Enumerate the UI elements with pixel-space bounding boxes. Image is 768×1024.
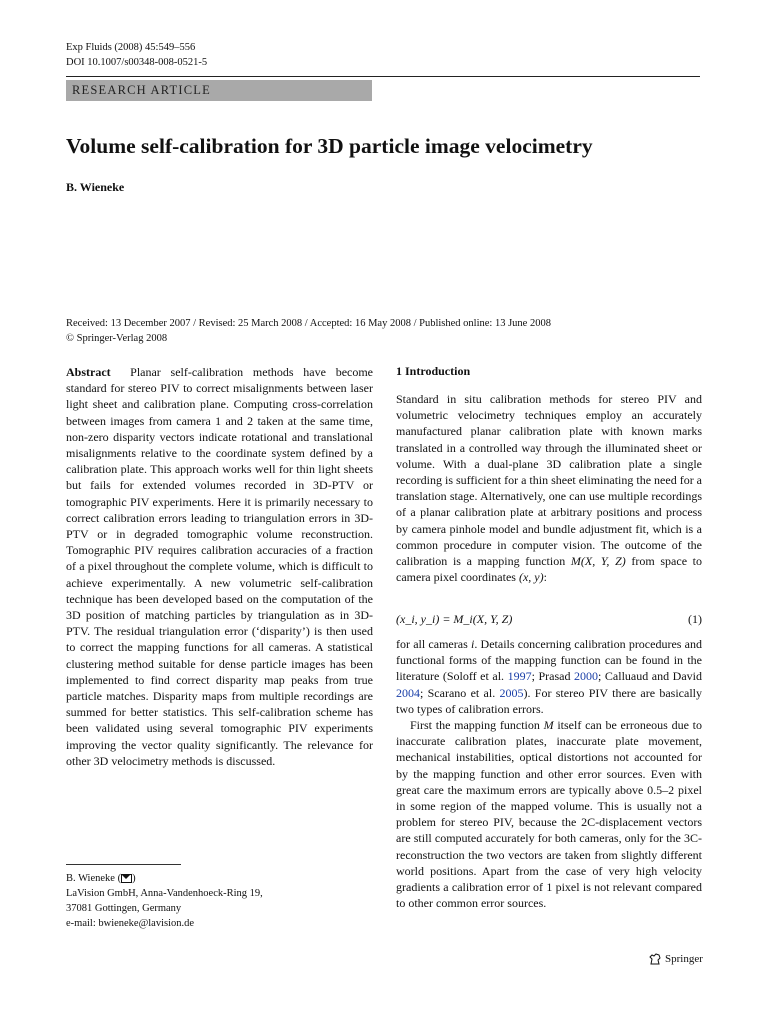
equation-1 [396, 612, 702, 627]
intro-paragraph-1 [396, 391, 702, 585]
dates-line: Received: 13 December 2007 / Revised: 25 March 2008 / Accepted: 16 May 2008 / Published online: 13 June 2008 [66, 318, 551, 329]
copyright-line: © Springer-Verlag 2008 [66, 333, 168, 344]
publisher-logo [648, 952, 703, 966]
article-type-label: RESEARCH ARTICLE [72, 83, 211, 97]
footnote-name-line: B. Wieneke ( ) [66, 873, 136, 884]
intro-text: Standard in situ calibration methods for stereo PIV and volumetric velocimetry techniques employ an accurately manufactured planar calibration plate with known marks translated in a controlled way through the illuminated sheet or volume. With a dual-plane 3D calibration plate a single recording is sufficient for a thin sheet eliminating the need for a translation stage. Alternatively, one can use multiple recordings of a planar calibration plate at arbitrary positions and process by camera pinhole model and bundle adjustment fit, which is a common procedure in computer vision. The outcome of the calibration is a mapping function [396, 392, 703, 569]
reference-link[interactable]: 2000 [574, 669, 599, 684]
journal-citation: Exp Fluids (2008) 45:549–556 [66, 42, 196, 53]
abstract [66, 364, 373, 769]
paper-title: Volume self-calibration for 3D particle image velocimetry [66, 134, 593, 158]
footnote-rule [66, 864, 181, 865]
intro-text: from space to camera pixel coordinates [396, 554, 703, 585]
equation-body: (x_i, y_i) = M_i(X, Y, Z) [396, 612, 513, 626]
intro-text: ; Calluaud and David [598, 669, 703, 684]
abstract-label: Abstract [66, 365, 111, 379]
header-rule [66, 76, 700, 77]
footnote-email[interactable]: e-mail: bwieneke@lavision.de [66, 918, 195, 929]
section-heading: 1 Introduction [396, 364, 471, 378]
intro-text: ; Scarano et al. [420, 685, 500, 700]
publication-dates [66, 316, 551, 346]
pixel-coords: (x, y) [518, 570, 544, 585]
abstract-text: Planar self-calibration methods have become standard for stereo PIV to correct misalignments between laser light sheet and calibration plane. Computing cross-correlation between images from camera 1 and 2 taken at the same time, non-zero disparity vectors indicate rotational and translational misalignments relative to the coordinate system defined by a calibration plate. This approach works well for thin light sheets but fails for extended volumes recorded in 3D-PTV or tomographic PIV experiments. Here it is primarily necessary to correct calibration errors leading to triangulation errors in 3D-PTV or in degraded tomographic volume reconstruction. Tomographic PIV requires calibration accuracies of a fraction of a pixel throughout the complete volume, which is difficult to achieve experimentally. A new volumetric self-calibration technique has been developed based on the computation of the 3D position of matching particles by triangulation as in 3D-PTV. The residual triangulation error (‘disparity’) is then used to correct the mapping functions for all cameras. A statistical clustering method suitable for dense particle images has been implemented to find correct disparity map peaks from true particle matches. Disparity maps from multiple recordings are summed for better statistics. This self-calibration scheme has been validated using several tomographic PIV experiments improving the vector quality significantly. The relevance for other 3D velocimetry methods is discussed. [66, 365, 374, 768]
intro-paragraphs [396, 636, 702, 911]
intro-paragraph-3 [396, 717, 702, 911]
envelope-icon[interactable] [121, 874, 132, 883]
author: B. Wieneke [66, 180, 125, 194]
author-footnote [66, 871, 263, 931]
intro-text: ). For stereo PIV there are basically two types of calibration errors. [396, 685, 702, 716]
intro-text: itself can be erroneous due to inaccurate calibration plates, inaccurate plate movement, mechanical instabilities, optical distortions not accounted for by the mapping function and other error sources. Even with great care the maximum errors are typically above 0.5–2 pixel in some region of the mapped volume. This is usually not a problem for stereo PIV, because the 2C-displacement vectors are still computed accurately for both cameras, only for the 3C-reconstruction the two vectors are taken from slightly different world positions. Apart from the case of very high velocity gradients a calibration error of 1 pixel is not relevant compared to other common error sources. [396, 718, 702, 911]
equation-number: (1) [688, 612, 702, 626]
intro-text: : [543, 570, 547, 585]
doi[interactable]: DOI 10.1007/s00348-008-0521-5 [66, 57, 208, 68]
mapping-symbol: M [543, 718, 554, 733]
footnote-city: 37081 Gottingen, Germany [66, 903, 182, 914]
reference-link[interactable]: 2005 [499, 685, 524, 700]
article-type-band [66, 80, 372, 101]
footnote-address: LaVision GmbH, Anna-Vandenhoeck-Ring 19, [66, 888, 263, 899]
footnote-name: B. Wieneke [66, 873, 115, 884]
intro-text: for all cameras [396, 637, 471, 651]
intro-paragraph-2 [396, 636, 702, 717]
reference-link[interactable]: 2004 [396, 685, 420, 700]
intro-text: First the mapping function [410, 718, 544, 733]
camera-index: i [470, 637, 475, 651]
intro-text: ; Prasad [531, 669, 575, 684]
intro-text: . Details concerning calibration procedures and functional forms of the mapping function can be found in the literature (Soloff et al. [396, 637, 703, 684]
reference-link[interactable]: 1997 [507, 669, 532, 684]
springer-horse-icon [648, 952, 662, 966]
mapping-function: M(X, Y, Z) [570, 554, 626, 569]
publisher-name: Springer [665, 953, 703, 965]
